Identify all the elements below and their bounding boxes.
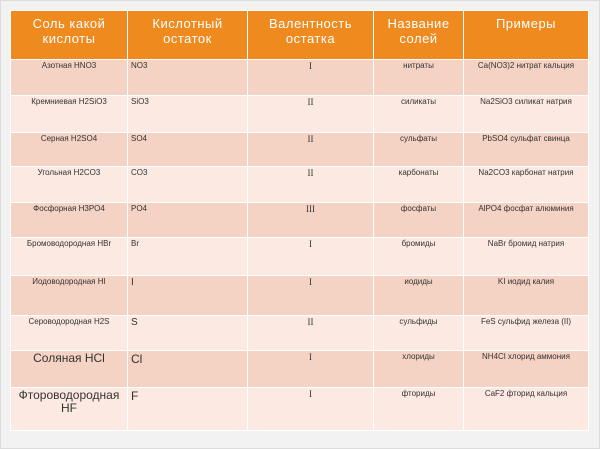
example-cell: Na2CO3 карбонат натрия	[464, 167, 589, 203]
residue-cell: PO4	[128, 203, 248, 237]
table-row	[11, 203, 589, 237]
salt-name-cell: хлориды	[374, 350, 464, 387]
table-header-row	[11, 11, 589, 60]
acid-cell: Кремниевая H2SiO3	[11, 96, 128, 132]
header-residue: Кислотный остаток	[128, 11, 248, 60]
residue-cell: Br	[128, 237, 248, 275]
valence-cell: III	[248, 203, 374, 237]
valence-cell: I	[248, 276, 374, 315]
residue-cell: SiO3	[128, 96, 248, 132]
salt-name-cell: фосфаты	[374, 203, 464, 237]
example-cell: Ca(NO3)2 нитрат кальция	[464, 60, 589, 96]
salt-name-cell: силикаты	[374, 96, 464, 132]
salt-name-cell: бромиды	[374, 237, 464, 275]
valence-cell: II	[248, 132, 374, 166]
salt-name-cell: нитраты	[374, 60, 464, 96]
salt-name-cell: иодиды	[374, 276, 464, 315]
header-acid: Соль какой кислоты	[11, 11, 128, 60]
acid-cell: Фтороводородная HF	[11, 388, 128, 431]
example-cell: KI иодид калия	[464, 276, 589, 315]
salt-name-cell: карбонаты	[374, 167, 464, 203]
example-cell: NH4Cl хлорид аммония	[464, 350, 589, 387]
acid-cell: Угольная H2CO3	[11, 167, 128, 203]
acid-cell: Серная H2SO4	[11, 132, 128, 166]
table-row	[11, 350, 589, 387]
example-cell: AlPO4 фосфат алюминия	[464, 203, 589, 237]
example-cell: NaBr бромид натрия	[464, 237, 589, 275]
valence-cell: I	[248, 388, 374, 431]
header-valence: Валентность остатка	[248, 11, 374, 60]
valence-cell: II	[248, 167, 374, 203]
valence-cell: I	[248, 60, 374, 96]
table-row	[11, 132, 589, 166]
example-cell: FeS сульфид железа (II)	[464, 315, 589, 350]
valence-cell: I	[248, 350, 374, 387]
table-row	[11, 167, 589, 203]
acid-cell: Сероводородная H2S	[11, 315, 128, 350]
header-examples: Примеры	[464, 11, 589, 60]
table-row	[11, 276, 589, 315]
table-row	[11, 388, 589, 431]
example-cell: PbSO4 сульфат свинца	[464, 132, 589, 166]
acid-cell: Иодоводородная HI	[11, 276, 128, 315]
salts-table	[10, 10, 589, 431]
residue-cell: SO4	[128, 132, 248, 166]
acid-cell: Азотная HNO3	[11, 60, 128, 96]
acid-cell: Бромоводородная HBr	[11, 237, 128, 275]
residue-cell: F	[128, 388, 248, 431]
salt-name-cell: фториды	[374, 388, 464, 431]
acid-cell: Фосфорная H3PO4	[11, 203, 128, 237]
acid-cell: Соляная HCl	[11, 350, 128, 387]
table-row	[11, 315, 589, 350]
example-cell: CaF2 фторид кальция	[464, 388, 589, 431]
salt-name-cell: сульфаты	[374, 132, 464, 166]
residue-cell: NO3	[128, 60, 248, 96]
valence-cell: II	[248, 315, 374, 350]
valence-cell: I	[248, 237, 374, 275]
residue-cell: CO3	[128, 167, 248, 203]
salt-name-cell: сульфиды	[374, 315, 464, 350]
header-salt-name: Название солей	[374, 11, 464, 60]
table-row	[11, 96, 589, 132]
example-cell: Na2SiO3 силикат натрия	[464, 96, 589, 132]
residue-cell: Cl	[128, 350, 248, 387]
valence-cell: II	[248, 96, 374, 132]
residue-cell: I	[128, 276, 248, 315]
table-row	[11, 60, 589, 96]
residue-cell: S	[128, 315, 248, 350]
table-row	[11, 237, 589, 275]
